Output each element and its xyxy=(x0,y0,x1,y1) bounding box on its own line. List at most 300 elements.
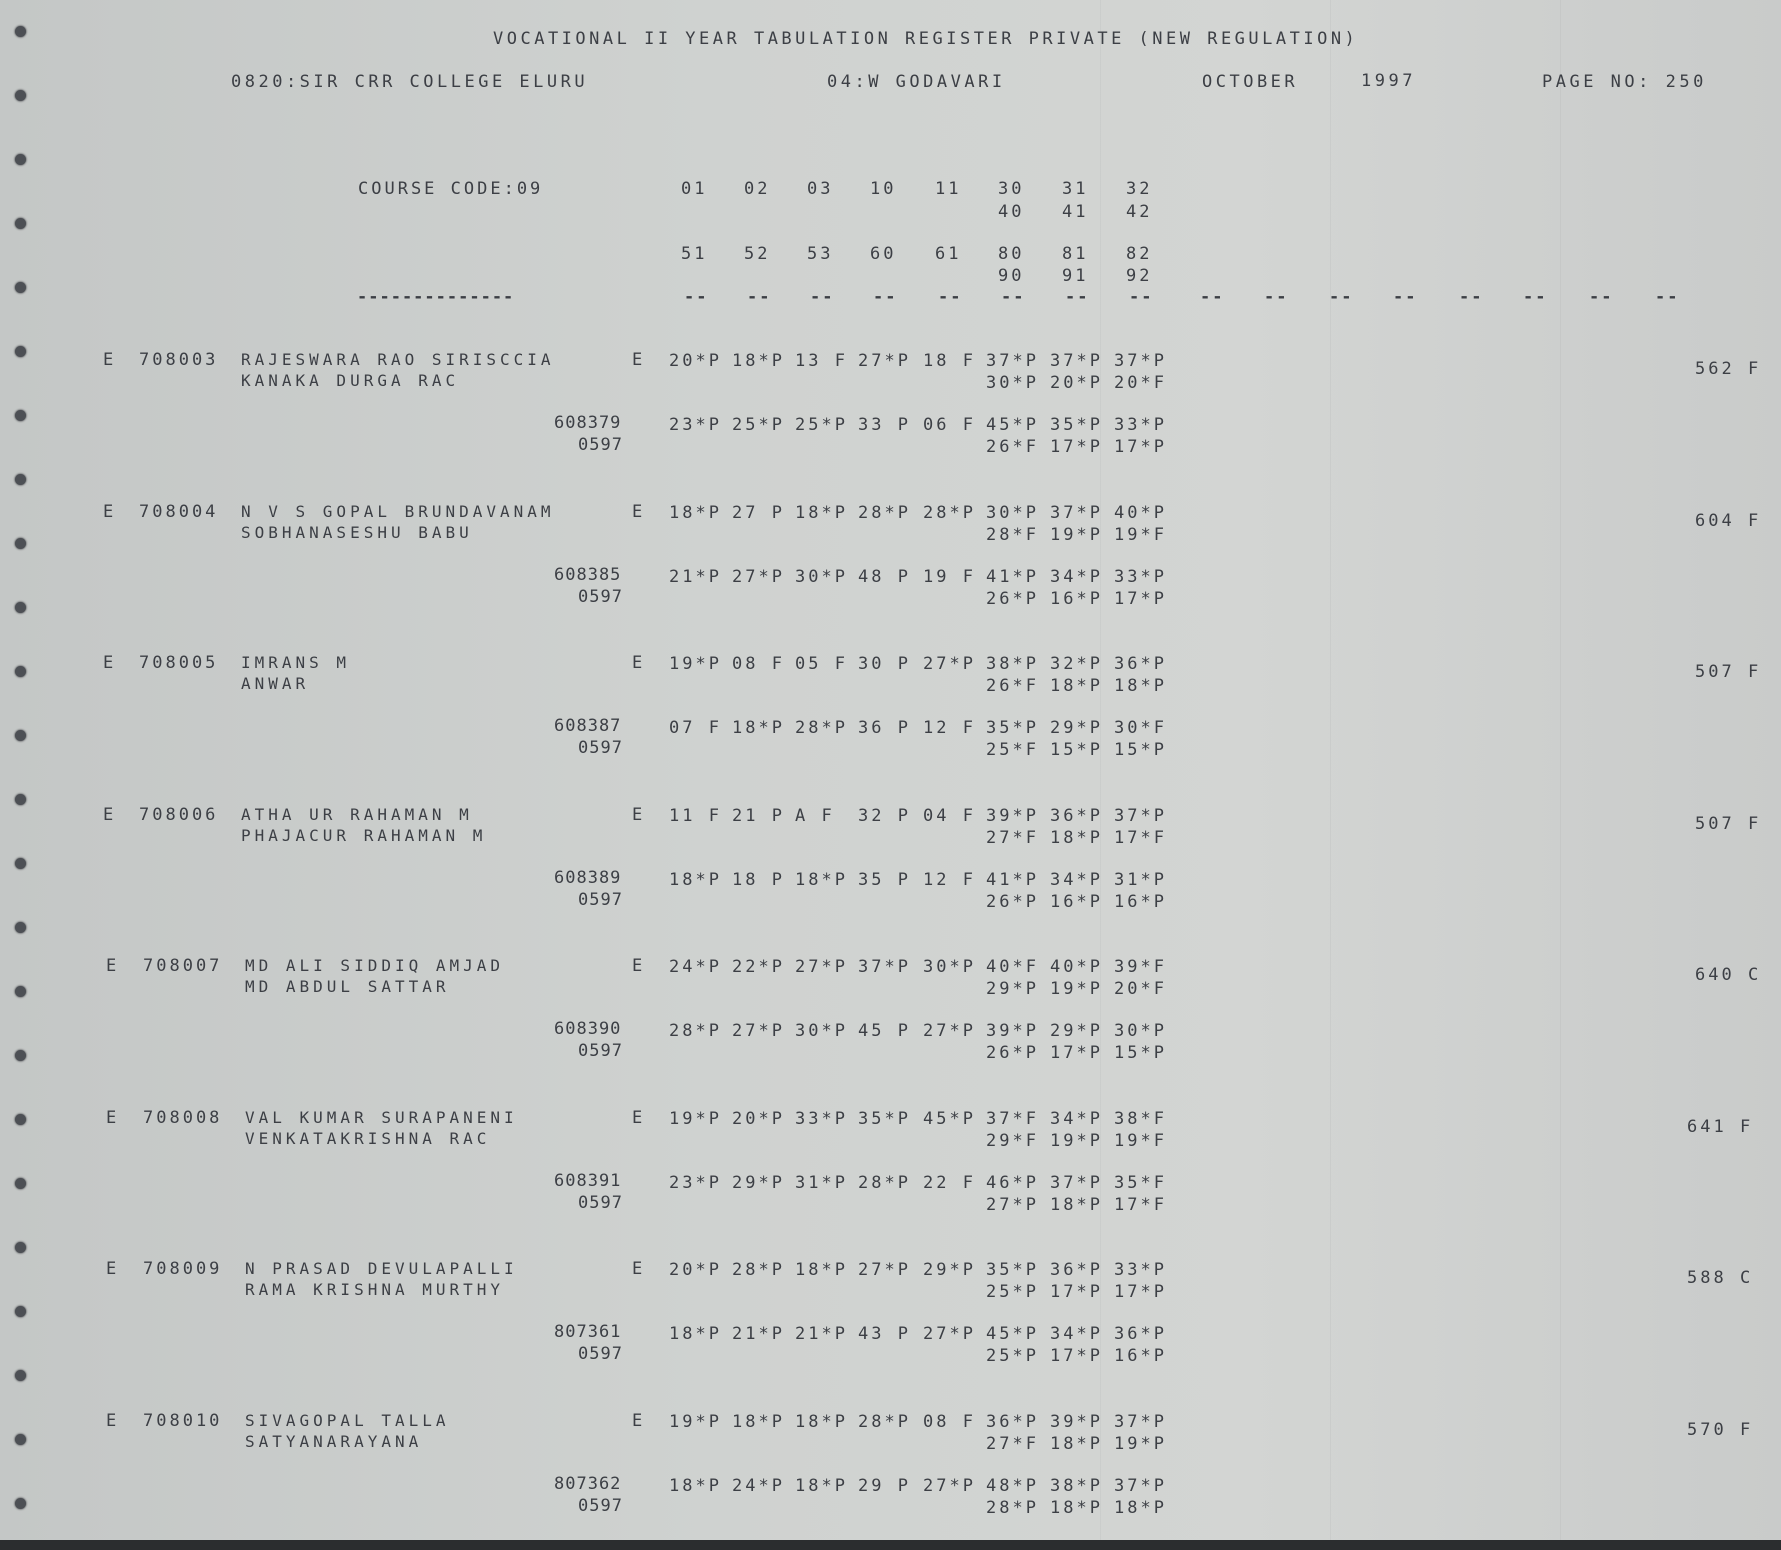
mark-cell: 22 F xyxy=(923,1173,976,1193)
mark-cell: 29*P xyxy=(1050,718,1103,738)
mark-cell: 35*P xyxy=(1050,415,1103,435)
mark-cell: 28*P xyxy=(858,503,911,523)
perforation-strip xyxy=(13,26,31,1526)
registration-number: 708007 xyxy=(143,956,223,976)
mark-cell: 18*P xyxy=(795,503,848,523)
mark-cell: 19*P xyxy=(1050,979,1103,999)
mark-cell: 19 F xyxy=(923,567,976,587)
punch-hole xyxy=(15,1178,26,1189)
mark-cell: 19*P xyxy=(669,654,722,674)
mark-cell: 17*F xyxy=(1114,1195,1167,1215)
mark-cell: 45*P xyxy=(923,1109,976,1129)
subject-code: 82 xyxy=(1126,244,1153,264)
mark-cell: 30*P xyxy=(986,373,1039,393)
subject-code: 30 xyxy=(998,179,1025,199)
mark-cell: 18*P xyxy=(669,503,722,523)
mark-cell: 18*P xyxy=(732,351,785,371)
mark-cell: 28*P xyxy=(986,1498,1039,1518)
hall-ticket-number: 608379 xyxy=(554,413,622,433)
mark-cell: 36 P xyxy=(858,718,911,738)
punch-hole xyxy=(15,794,26,805)
subject-code: 60 xyxy=(870,244,897,264)
punch-hole xyxy=(15,1434,26,1445)
centre-code: 0597 xyxy=(578,587,623,607)
punch-hole xyxy=(15,1242,26,1253)
punch-hole xyxy=(15,282,26,293)
mark-cell: 37*P xyxy=(986,351,1039,371)
mark-cell: 31*P xyxy=(795,1173,848,1193)
mark-cell: 07 F xyxy=(669,718,722,738)
mark-cell: 20*P xyxy=(1050,373,1103,393)
mark-cell: 39*P xyxy=(1050,1412,1103,1432)
column-separator: -- xyxy=(1129,287,1154,307)
parent-name: SOBHANASESHU BABU xyxy=(241,523,473,542)
subject-code: 90 xyxy=(998,266,1025,286)
mark-cell: 39*P xyxy=(986,806,1039,826)
hall-ticket-number: 608391 xyxy=(554,1171,622,1191)
centre-code: 0597 xyxy=(578,1193,623,1213)
mark-cell: 24*P xyxy=(669,957,722,977)
subject-code: 92 xyxy=(1126,266,1153,286)
record-flag: E xyxy=(106,1259,120,1279)
subject-code: 61 xyxy=(935,244,962,264)
mark-cell: 18*P xyxy=(1114,1498,1167,1518)
student-name: SIVAGOPAL TALLA xyxy=(245,1411,450,1430)
subject-code: 51 xyxy=(681,244,708,264)
mark-cell: 20*P xyxy=(669,1260,722,1280)
mark-cell: 37*P xyxy=(1114,1412,1167,1432)
subject-code: 41 xyxy=(1062,202,1089,222)
mark-cell: 26*P xyxy=(986,589,1039,609)
total-result: 641 F xyxy=(1687,1117,1754,1137)
mark-cell: 08 F xyxy=(732,654,785,674)
mark-cell: 18*P xyxy=(1050,676,1103,696)
mark-cell: 33 P xyxy=(858,415,911,435)
column-separator: -- xyxy=(873,287,898,307)
mark-cell: 29 P xyxy=(858,1476,911,1496)
college-code: 0820:SIR CRR COLLEGE ELURU xyxy=(231,72,589,92)
mark-cell: 37*P xyxy=(1050,1173,1103,1193)
course-code-label: COURSE CODE:09 xyxy=(358,179,544,199)
mark-cell: 22*P xyxy=(732,957,785,977)
hall-ticket-number: 608389 xyxy=(554,868,622,888)
total-result: 604 F xyxy=(1695,511,1762,531)
parent-name: MD ABDUL SATTAR xyxy=(245,977,450,996)
punch-hole xyxy=(15,410,26,421)
page-bottom-edge xyxy=(0,1540,1781,1550)
subject-code: 91 xyxy=(1062,266,1089,286)
registration-number: 708009 xyxy=(143,1259,223,1279)
mark-cell: 35*P xyxy=(986,718,1039,738)
mark-cell: 30*P xyxy=(923,957,976,977)
mark-cell: 37*P xyxy=(858,957,911,977)
mark-cell: 33*P xyxy=(1114,567,1167,587)
mark-cell: 06 F xyxy=(923,415,976,435)
total-result: 562 F xyxy=(1695,359,1762,379)
parent-name: KANAKA DURGA RAC xyxy=(241,371,460,390)
mark-cell: 29*P xyxy=(1050,1021,1103,1041)
hall-ticket-number: 608390 xyxy=(554,1019,622,1039)
centre-code: 0597 xyxy=(578,1041,623,1061)
mark-cell: 17*P xyxy=(1050,1346,1103,1366)
mark-cell: 16*P xyxy=(1114,892,1167,912)
mark-cell: 25*P xyxy=(795,415,848,435)
total-result: 507 F xyxy=(1695,662,1762,682)
mark-cell: 45*P xyxy=(986,415,1039,435)
mark-cell: 28*P xyxy=(923,503,976,523)
mark-cell: 27*P xyxy=(986,1195,1039,1215)
record-flag: E xyxy=(103,502,117,522)
parent-name: VENKATAKRISHNA RAC xyxy=(245,1129,491,1148)
mark-cell: 29*P xyxy=(923,1260,976,1280)
record-flag: E xyxy=(103,350,117,370)
hall-ticket-number: 608385 xyxy=(554,565,622,585)
punch-hole xyxy=(15,26,26,37)
mark-cell: 35*P xyxy=(986,1260,1039,1280)
hall-ticket-number: 807361 xyxy=(554,1322,622,1342)
record-flag: E xyxy=(106,1411,120,1431)
subject-code: 80 xyxy=(998,244,1025,264)
page-number: PAGE NO: 250 xyxy=(1542,72,1707,92)
column-separator: -- xyxy=(1523,287,1548,307)
punch-hole xyxy=(15,1114,26,1125)
mark-cell: 19*F xyxy=(1114,525,1167,545)
mark-cell: 27*P xyxy=(923,1021,976,1041)
mark-cell: 28*F xyxy=(986,525,1039,545)
subject-code: 53 xyxy=(807,244,834,264)
punch-hole xyxy=(15,858,26,869)
mark-cell: 18*P xyxy=(1050,1195,1103,1215)
mark-cell: 37*P xyxy=(1050,503,1103,523)
mark-cell: 27*P xyxy=(923,1324,976,1344)
mark-cell: 04 F xyxy=(923,806,976,826)
column-separator: -- xyxy=(1393,287,1418,307)
registration-number: 708006 xyxy=(139,805,219,825)
mark-cell: 18*P xyxy=(795,1412,848,1432)
mark-cell: 20*P xyxy=(669,351,722,371)
exam-type: E xyxy=(632,1259,646,1279)
exam-type: E xyxy=(632,350,646,370)
mark-cell: 36*P xyxy=(1050,806,1103,826)
column-separator: -- xyxy=(1589,287,1614,307)
parent-name: ANWAR xyxy=(241,674,310,693)
mark-cell: 24*P xyxy=(732,1476,785,1496)
mark-cell: 12 F xyxy=(923,870,976,890)
mark-cell: 32*P xyxy=(1050,654,1103,674)
mark-cell: 38*P xyxy=(1050,1476,1103,1496)
mark-cell: 37*P xyxy=(1114,351,1167,371)
mark-cell: 15*P xyxy=(1114,740,1167,760)
punch-hole xyxy=(15,154,26,165)
mark-cell: 36*P xyxy=(1114,1324,1167,1344)
column-separator: -- xyxy=(938,287,963,307)
column-separator: -- xyxy=(810,287,835,307)
mark-cell: 18*P xyxy=(1050,828,1103,848)
mark-cell: 28*P xyxy=(858,1412,911,1432)
mark-cell: 37*P xyxy=(1114,806,1167,826)
mark-cell: 26*P xyxy=(986,892,1039,912)
mark-cell: 19*P xyxy=(1050,1131,1103,1151)
registration-number: 708003 xyxy=(139,350,219,370)
mark-cell: 34*P xyxy=(1050,567,1103,587)
mark-cell: 18 F xyxy=(923,351,976,371)
subject-code: 40 xyxy=(998,202,1025,222)
exam-type: E xyxy=(632,1108,646,1128)
mark-cell: 16*P xyxy=(1050,892,1103,912)
mark-cell: 38*F xyxy=(1114,1109,1167,1129)
mark-cell: 36*P xyxy=(1050,1260,1103,1280)
punch-hole xyxy=(15,90,26,101)
mark-cell: 27*P xyxy=(732,567,785,587)
mark-cell: 18*P xyxy=(795,1476,848,1496)
mark-cell: 25*P xyxy=(986,1346,1039,1366)
mark-cell: 08 F xyxy=(923,1412,976,1432)
registration-number: 708010 xyxy=(143,1411,223,1431)
mark-cell: 17*P xyxy=(1114,1282,1167,1302)
punch-hole xyxy=(15,538,26,549)
mark-cell: 36*P xyxy=(986,1412,1039,1432)
exam-month: OCTOBER xyxy=(1202,72,1299,92)
column-separator: -- xyxy=(1264,287,1289,307)
centre-code: 0597 xyxy=(578,435,623,455)
hall-ticket-number: 608387 xyxy=(554,716,622,736)
mark-cell: 17*F xyxy=(1114,828,1167,848)
mark-cell: 37*F xyxy=(986,1109,1039,1129)
mark-cell: 34*P xyxy=(1050,1109,1103,1129)
punch-hole xyxy=(15,986,26,997)
column-separator: -- xyxy=(1459,287,1484,307)
mark-cell: 17*P xyxy=(1050,437,1103,457)
punch-hole xyxy=(15,602,26,613)
centre-code: 0597 xyxy=(578,738,623,758)
mark-cell: 17*P xyxy=(1050,1043,1103,1063)
mark-cell: 40*P xyxy=(1114,503,1167,523)
total-result: 570 F xyxy=(1687,1420,1754,1440)
mark-cell: 41*P xyxy=(986,567,1039,587)
student-name: VAL KUMAR SURAPANENI xyxy=(245,1108,518,1127)
mark-cell: 30*P xyxy=(986,503,1039,523)
mark-cell: 18*P xyxy=(669,1324,722,1344)
column-separator: -- xyxy=(1065,287,1090,307)
mark-cell: 27*P xyxy=(923,654,976,674)
centre-code: 0597 xyxy=(578,1496,623,1516)
register-title: VOCATIONAL II YEAR TABULATION REGISTER PRIVATE (NEW REGULATION) xyxy=(493,29,1359,49)
punch-hole xyxy=(15,218,26,229)
parent-name: RAMA KRISHNA MURTHY xyxy=(245,1280,505,1299)
column-separator: -- xyxy=(747,287,772,307)
mark-cell: 18*P xyxy=(669,1476,722,1496)
mark-cell: 20*F xyxy=(1114,373,1167,393)
subject-code: 32 xyxy=(1126,179,1153,199)
mark-cell: 43 P xyxy=(858,1324,911,1344)
mark-cell: 35 P xyxy=(858,870,911,890)
mark-cell: 34*P xyxy=(1050,870,1103,890)
mark-cell: 21 P xyxy=(732,806,785,826)
record-flag: E xyxy=(106,1108,120,1128)
subject-code: 52 xyxy=(744,244,771,264)
column-separator: -- xyxy=(1001,287,1026,307)
mark-cell: 28*P xyxy=(858,1173,911,1193)
registration-number: 708004 xyxy=(139,502,219,522)
registration-number: 708005 xyxy=(139,653,219,673)
punch-hole xyxy=(15,1498,26,1509)
mark-cell: 29*P xyxy=(732,1173,785,1193)
mark-cell: 15*P xyxy=(1114,1043,1167,1063)
subject-code: 02 xyxy=(744,179,771,199)
exam-type: E xyxy=(632,1411,646,1431)
mark-cell: 25*P xyxy=(986,1282,1039,1302)
mark-cell: 20*P xyxy=(732,1109,785,1129)
mark-cell: 32 P xyxy=(858,806,911,826)
mark-cell: 12 F xyxy=(923,718,976,738)
mark-cell: 21*P xyxy=(669,567,722,587)
mark-cell: 36*P xyxy=(1114,654,1167,674)
mark-cell: 18*P xyxy=(795,1260,848,1280)
subject-code: 10 xyxy=(870,179,897,199)
mark-cell: 30*P xyxy=(1114,1021,1167,1041)
punch-hole xyxy=(15,1306,26,1317)
mark-cell: 33*P xyxy=(1114,1260,1167,1280)
column-separator: -- xyxy=(684,287,709,307)
mark-cell: 37*P xyxy=(1050,351,1103,371)
total-result: 640 C xyxy=(1695,965,1762,985)
mark-cell: 25*F xyxy=(986,740,1039,760)
mark-cell: 13 F xyxy=(795,351,848,371)
course-code-underline: -------------- xyxy=(357,287,515,307)
punch-hole xyxy=(15,1050,26,1061)
mark-cell: 15*P xyxy=(1050,740,1103,760)
mark-cell: 21*P xyxy=(795,1324,848,1344)
exam-type: E xyxy=(632,502,646,522)
mark-cell: 18*P xyxy=(732,718,785,738)
mark-cell: 18*P xyxy=(1050,1434,1103,1454)
mark-cell: 23*P xyxy=(669,415,722,435)
mark-cell: 19*P xyxy=(1114,1434,1167,1454)
mark-cell: 17*P xyxy=(1114,589,1167,609)
punch-hole xyxy=(15,1370,26,1381)
mark-cell: 18*P xyxy=(1114,676,1167,696)
mark-cell: 39*F xyxy=(1114,957,1167,977)
mark-cell: 48 P xyxy=(858,567,911,587)
subject-code: 42 xyxy=(1126,202,1153,222)
mark-cell: 29*P xyxy=(986,979,1039,999)
mark-cell: 23*P xyxy=(669,1173,722,1193)
total-result: 507 F xyxy=(1695,814,1762,834)
mark-cell: 30*F xyxy=(1114,718,1167,738)
mark-cell: 28*P xyxy=(795,718,848,738)
mark-cell: 18*P xyxy=(795,870,848,890)
mark-cell: 18 P xyxy=(732,870,785,890)
mark-cell: 37*P xyxy=(1114,1476,1167,1496)
punch-hole xyxy=(15,474,26,485)
mark-cell: 05 F xyxy=(795,654,848,674)
parent-name: PHAJACUR RAHAMAN M xyxy=(241,826,487,845)
mark-cell: 34*P xyxy=(1050,1324,1103,1344)
mark-cell: 11 F xyxy=(669,806,722,826)
student-name: N PRASAD DEVULAPALLI xyxy=(245,1259,518,1278)
mark-cell: 18*P xyxy=(1050,1498,1103,1518)
record-flag: E xyxy=(103,805,117,825)
punch-hole xyxy=(15,922,26,933)
student-name: RAJESWARA RAO SIRISCCIA xyxy=(241,350,555,369)
mark-cell: 27*F xyxy=(986,828,1039,848)
bleed-through-texture xyxy=(1100,0,1760,1550)
mark-cell: 30*P xyxy=(795,567,848,587)
student-name: IMRANS M xyxy=(241,653,351,672)
column-separator: -- xyxy=(1200,287,1225,307)
mark-cell: 29*F xyxy=(986,1131,1039,1151)
mark-cell: 18*P xyxy=(669,870,722,890)
mark-cell: 33*P xyxy=(795,1109,848,1129)
mark-cell: 26*F xyxy=(986,437,1039,457)
subject-code: 31 xyxy=(1062,179,1089,199)
exam-type: E xyxy=(632,956,646,976)
subject-code: 11 xyxy=(935,179,962,199)
mark-cell: 28*P xyxy=(732,1260,785,1280)
mark-cell: 21*P xyxy=(732,1324,785,1344)
mark-cell: 33*P xyxy=(1114,415,1167,435)
mark-cell: 28*P xyxy=(669,1021,722,1041)
mark-cell: 19*F xyxy=(1114,1131,1167,1151)
mark-cell: A F xyxy=(795,806,835,826)
mark-cell: 27*P xyxy=(923,1476,976,1496)
mark-cell: 27*P xyxy=(795,957,848,977)
mark-cell: 46*P xyxy=(986,1173,1039,1193)
student-name: MD ALI SIDDIQ AMJAD xyxy=(245,956,505,975)
mark-cell: 18*P xyxy=(732,1412,785,1432)
mark-cell: 45 P xyxy=(858,1021,911,1041)
record-flag: E xyxy=(106,956,120,976)
mark-cell: 27*P xyxy=(858,1260,911,1280)
mark-cell: 26*P xyxy=(986,1043,1039,1063)
subject-code: 01 xyxy=(681,179,708,199)
punch-hole xyxy=(15,346,26,357)
mark-cell: 30 P xyxy=(858,654,911,674)
mark-cell: 45*P xyxy=(986,1324,1039,1344)
mark-cell: 19*P xyxy=(669,1109,722,1129)
mark-cell: 27 P xyxy=(732,503,785,523)
mark-cell: 30*P xyxy=(795,1021,848,1041)
exam-type: E xyxy=(632,805,646,825)
column-separator: -- xyxy=(1655,287,1680,307)
centre-code: 0597 xyxy=(578,890,623,910)
mark-cell: 20*F xyxy=(1114,979,1167,999)
mark-cell: 35*P xyxy=(858,1109,911,1129)
mark-cell: 40*F xyxy=(986,957,1039,977)
mark-cell: 16*P xyxy=(1050,589,1103,609)
column-separator: -- xyxy=(1329,287,1354,307)
mark-cell: 17*P xyxy=(1050,1282,1103,1302)
student-name: ATHA UR RAHAMAN M xyxy=(241,805,473,824)
mark-cell: 17*P xyxy=(1114,437,1167,457)
mark-cell: 40*P xyxy=(1050,957,1103,977)
punch-hole xyxy=(15,730,26,741)
mark-cell: 27*F xyxy=(986,1434,1039,1454)
mark-cell: 48*P xyxy=(986,1476,1039,1496)
subject-code: 03 xyxy=(807,179,834,199)
mark-cell: 27*P xyxy=(732,1021,785,1041)
student-name: N V S GOPAL BRUNDAVANAM xyxy=(241,502,555,521)
total-result: 588 C xyxy=(1687,1268,1754,1288)
mark-cell: 26*F xyxy=(986,676,1039,696)
mark-cell: 31*P xyxy=(1114,870,1167,890)
district-code: 04:W GODAVARI xyxy=(827,72,1006,92)
mark-cell: 19*P xyxy=(669,1412,722,1432)
mark-cell: 25*P xyxy=(732,415,785,435)
exam-type: E xyxy=(632,653,646,673)
punch-hole xyxy=(15,666,26,677)
record-flag: E xyxy=(103,653,117,673)
